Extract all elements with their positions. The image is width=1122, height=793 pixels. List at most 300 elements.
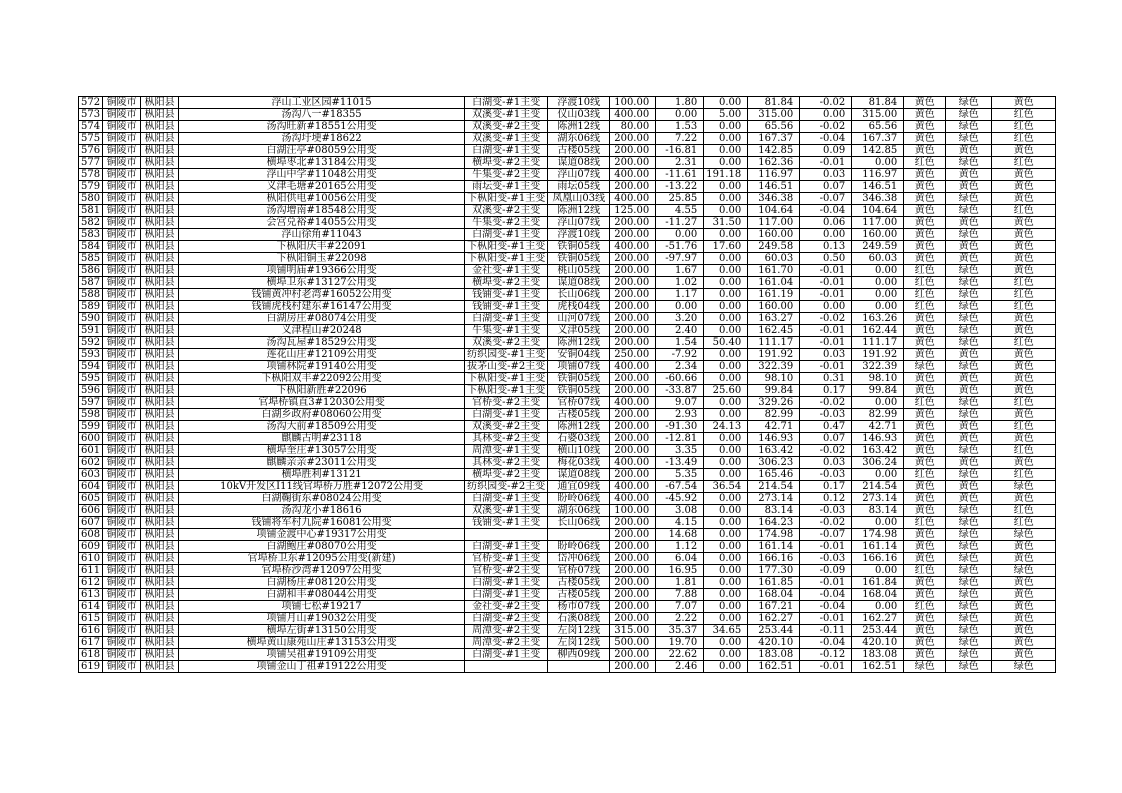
- capacity-cell: 200.00: [610, 301, 656, 313]
- value-e-cell: 0.00: [852, 469, 904, 481]
- line-cell: 岱冲06线: [548, 553, 610, 565]
- value-d-cell: -0.02: [800, 97, 852, 109]
- table-row: [79, 289, 1056, 301]
- transformer-name-cell: 官埠桥沙湾#12097公用变: [179, 565, 465, 577]
- value-b-cell: 0.00: [704, 313, 748, 325]
- table-row: [79, 349, 1056, 361]
- county-cell: 枞阳县: [141, 229, 179, 241]
- value-b-cell: 0.00: [704, 133, 748, 145]
- city-cell: 铜陵市: [103, 469, 141, 481]
- value-c-cell: 160.00: [748, 229, 800, 241]
- county-cell: 枞阳县: [141, 289, 179, 301]
- color-status-2-cell: 绿色: [946, 409, 992, 421]
- line-cell: 谋道08线: [548, 469, 610, 481]
- value-b-cell: 50.40: [704, 337, 748, 349]
- value-d-cell: -0.02: [800, 445, 852, 457]
- county-cell: 枞阳县: [141, 577, 179, 589]
- transformer-name-cell: 下枞阳双丰#22092公用变: [179, 373, 465, 385]
- row-number: 607: [79, 517, 103, 529]
- row-number: 585: [79, 253, 103, 265]
- city-cell: 铜陵市: [103, 565, 141, 577]
- table-row: [79, 445, 1056, 457]
- value-c-cell: 174.98: [748, 529, 800, 541]
- row-number: 609: [79, 541, 103, 553]
- transformer-name-cell: 汤沟瓦屋#18529公用变: [179, 337, 465, 349]
- county-cell: 枞阳县: [141, 517, 179, 529]
- color-status-3-cell: 黄色: [992, 457, 1056, 469]
- capacity-cell: 200.00: [610, 145, 656, 157]
- transformer-name-cell: 下枞阳庆丰#22091: [179, 241, 465, 253]
- value-a-cell: 7.22: [656, 133, 704, 145]
- value-b-cell: 0.00: [704, 553, 748, 565]
- color-status-3-cell: 红色: [992, 109, 1056, 121]
- city-cell: 铜陵市: [103, 601, 141, 613]
- table-row: [79, 157, 1056, 169]
- transformer-name-cell: 项铺月山#19032公用变: [179, 613, 465, 625]
- table-row: [79, 121, 1056, 133]
- value-b-cell: 17.60: [704, 241, 748, 253]
- transformer-name-cell: 官埠桥镇直3#12030公用变: [179, 397, 465, 409]
- value-c-cell: 162.51: [748, 661, 800, 673]
- value-b-cell: 0.00: [704, 661, 748, 673]
- value-c-cell: 161.70: [748, 265, 800, 277]
- value-e-cell: 65.56: [852, 121, 904, 133]
- value-e-cell: 322.39: [852, 361, 904, 373]
- substation-cell: 双溪变-#2主变: [465, 421, 548, 433]
- color-status-3-cell: 黄色: [992, 241, 1056, 253]
- value-a-cell: 2.34: [656, 361, 704, 373]
- value-d-cell: -0.04: [800, 205, 852, 217]
- table-row: [79, 493, 1056, 505]
- substation-cell: 下枞阳变-#1主变: [465, 253, 548, 265]
- line-cell: 左岗12线: [548, 625, 610, 637]
- substation-cell: 官桥变-#1主变: [465, 553, 548, 565]
- value-e-cell: 346.38: [852, 193, 904, 205]
- color-status-1-cell: 黄色: [904, 373, 946, 385]
- color-status-2-cell: 绿色: [946, 157, 992, 169]
- county-cell: 枞阳县: [141, 613, 179, 625]
- county-cell: 枞阳县: [141, 217, 179, 229]
- transformer-name-cell: 项铺林院#19140公用变: [179, 361, 465, 373]
- capacity-cell: 200.00: [610, 409, 656, 421]
- color-status-3-cell: 黄色: [992, 577, 1056, 589]
- city-cell: 铜陵市: [103, 409, 141, 421]
- line-cell: 古楼05线: [548, 577, 610, 589]
- substation-cell: 白湖变-#1主变: [465, 145, 548, 157]
- transformer-name-cell: 白湖乡政府#08060公用变: [179, 409, 465, 421]
- row-number: 596: [79, 385, 103, 397]
- capacity-cell: 200.00: [610, 337, 656, 349]
- value-c-cell: 111.17: [748, 337, 800, 349]
- value-c-cell: 167.21: [748, 601, 800, 613]
- capacity-cell: 200.00: [610, 313, 656, 325]
- color-status-1-cell: 黄色: [904, 241, 946, 253]
- capacity-cell: 200.00: [610, 229, 656, 241]
- city-cell: 铜陵市: [103, 577, 141, 589]
- line-cell: 雨坛05线: [548, 181, 610, 193]
- transformer-name-cell: 白湖汪亭#08059公用变: [179, 145, 465, 157]
- line-cell: 浮渡10线: [548, 229, 610, 241]
- color-status-2-cell: 黄色: [946, 493, 992, 505]
- value-c-cell: 214.54: [748, 481, 800, 493]
- value-e-cell: 99.84: [852, 385, 904, 397]
- value-d-cell: -0.03: [800, 469, 852, 481]
- value-e-cell: 168.04: [852, 589, 904, 601]
- capacity-cell: 200.00: [610, 133, 656, 145]
- value-a-cell: 14.68: [656, 529, 704, 541]
- value-e-cell: 273.14: [852, 493, 904, 505]
- color-status-3-cell: 黄色: [992, 493, 1056, 505]
- row-number: 618: [79, 649, 103, 661]
- value-c-cell: 98.10: [748, 373, 800, 385]
- value-a-cell: -60.66: [656, 373, 704, 385]
- color-status-2-cell: 绿色: [946, 517, 992, 529]
- capacity-cell: 200.00: [610, 217, 656, 229]
- substation-cell: 白湖变-#2主变: [465, 613, 548, 625]
- transformer-name-cell: 麒麟古明#23118: [179, 433, 465, 445]
- value-c-cell: 82.99: [748, 409, 800, 421]
- line-cell: 湖东06线: [548, 505, 610, 517]
- color-status-3-cell: 黄色: [992, 361, 1056, 373]
- value-c-cell: 160.00: [748, 301, 800, 313]
- capacity-cell: 400.00: [610, 109, 656, 121]
- city-cell: 铜陵市: [103, 229, 141, 241]
- table-row: [79, 529, 1056, 541]
- value-d-cell: -0.01: [800, 361, 852, 373]
- table-row: [79, 517, 1056, 529]
- table-row: [79, 205, 1056, 217]
- transformer-name-cell: 官埠桥卫东#12095公用变(新建): [179, 553, 465, 565]
- transformer-name-cell: 浮山工业区园#11015: [179, 97, 465, 109]
- value-d-cell: 0.17: [800, 385, 852, 397]
- value-e-cell: 0.00: [852, 289, 904, 301]
- county-cell: 枞阳县: [141, 373, 179, 385]
- city-cell: 铜陵市: [103, 205, 141, 217]
- color-status-2-cell: 绿色: [946, 361, 992, 373]
- color-status-1-cell: 黄色: [904, 409, 946, 421]
- capacity-cell: 200.00: [610, 469, 656, 481]
- transformer-name-cell: 项铺明庙#19366公用变: [179, 265, 465, 277]
- substation-cell: 周潭变-#2主变: [465, 625, 548, 637]
- value-a-cell: 5.35: [656, 469, 704, 481]
- color-status-3-cell: 红色: [992, 277, 1056, 289]
- value-c-cell: 346.38: [748, 193, 800, 205]
- color-status-3-cell: 黄色: [992, 181, 1056, 193]
- row-number: 599: [79, 421, 103, 433]
- value-b-cell: 0.00: [704, 409, 748, 421]
- row-number: 578: [79, 169, 103, 181]
- color-status-2-cell: 黄色: [946, 385, 992, 397]
- color-status-1-cell: 黄色: [904, 613, 946, 625]
- capacity-cell: 500.00: [610, 637, 656, 649]
- transformer-name-cell: 项铺七松#19217: [179, 601, 465, 613]
- city-cell: 铜陵市: [103, 625, 141, 637]
- color-status-1-cell: 红色: [904, 397, 946, 409]
- value-a-cell: 2.40: [656, 325, 704, 337]
- color-status-1-cell: 黄色: [904, 457, 946, 469]
- substation-cell: 雨坛变-#1主变: [465, 181, 548, 193]
- transformer-name-cell: 白湖房庄#08074公用变: [179, 313, 465, 325]
- value-c-cell: 83.14: [748, 505, 800, 517]
- value-a-cell: 2.22: [656, 613, 704, 625]
- color-status-1-cell: 黄色: [904, 253, 946, 265]
- color-status-1-cell: 红色: [904, 601, 946, 613]
- value-a-cell: 16.95: [656, 565, 704, 577]
- color-status-1-cell: 黄色: [904, 109, 946, 121]
- color-status-2-cell: 绿色: [946, 601, 992, 613]
- color-status-3-cell: 红色: [992, 505, 1056, 517]
- line-cell: 古楼05线: [548, 589, 610, 601]
- value-e-cell: 0.00: [852, 301, 904, 313]
- county-cell: 枞阳县: [141, 625, 179, 637]
- substation-cell: 白湖变-#1主变: [465, 313, 548, 325]
- color-status-3-cell: 红色: [992, 337, 1056, 349]
- substation-cell: 双溪变-#1主变: [465, 133, 548, 145]
- row-number: 575: [79, 133, 103, 145]
- line-cell: 铁铜05线: [548, 253, 610, 265]
- value-b-cell: 0.00: [704, 445, 748, 457]
- value-c-cell: 167.37: [748, 133, 800, 145]
- transformer-name-cell: 钱铺黄冲村老湾#16052公用变: [179, 289, 465, 301]
- city-cell: 铜陵市: [103, 97, 141, 109]
- value-b-cell: 0.00: [704, 457, 748, 469]
- city-cell: 铜陵市: [103, 133, 141, 145]
- row-number: 613: [79, 589, 103, 601]
- value-e-cell: 163.42: [852, 445, 904, 457]
- value-d-cell: -0.01: [800, 157, 852, 169]
- substation-cell: 官桥变-#2主变: [465, 397, 548, 409]
- color-status-1-cell: 黄色: [904, 337, 946, 349]
- substation-cell: 牛集变-#2主变: [465, 169, 548, 181]
- value-d-cell: 0.03: [800, 349, 852, 361]
- county-cell: 枞阳县: [141, 457, 179, 469]
- line-cell: 长山06线: [548, 289, 610, 301]
- color-status-1-cell: 红色: [904, 301, 946, 313]
- row-number: 615: [79, 613, 103, 625]
- value-d-cell: 0.17: [800, 481, 852, 493]
- value-d-cell: -0.03: [800, 505, 852, 517]
- value-e-cell: 142.85: [852, 145, 904, 157]
- county-cell: 枞阳县: [141, 649, 179, 661]
- substation-cell: 周潭变-#2主变: [465, 637, 548, 649]
- county-cell: 枞阳县: [141, 601, 179, 613]
- city-cell: 铜陵市: [103, 325, 141, 337]
- color-status-2-cell: 黄色: [946, 217, 992, 229]
- line-cell: 浮渡10线: [548, 97, 610, 109]
- transformer-name-cell: 义津毛塘#20165公用变: [179, 181, 465, 193]
- line-cell: 铁铜05线: [548, 241, 610, 253]
- county-cell: 枞阳县: [141, 265, 179, 277]
- value-d-cell: -0.03: [800, 409, 852, 421]
- value-b-cell: 0.00: [704, 493, 748, 505]
- capacity-cell: 200.00: [610, 565, 656, 577]
- value-e-cell: 117.00: [852, 217, 904, 229]
- county-cell: 枞阳县: [141, 541, 179, 553]
- row-number: 604: [79, 481, 103, 493]
- county-cell: 枞阳县: [141, 181, 179, 193]
- color-status-3-cell: 黄色: [992, 433, 1056, 445]
- value-d-cell: -0.04: [800, 589, 852, 601]
- city-cell: 铜陵市: [103, 541, 141, 553]
- county-cell: 枞阳县: [141, 337, 179, 349]
- county-cell: 枞阳县: [141, 133, 179, 145]
- color-status-3-cell: 黄色: [992, 313, 1056, 325]
- value-c-cell: 165.46: [748, 469, 800, 481]
- color-status-3-cell: 黄色: [992, 385, 1056, 397]
- substation-cell: 双溪变-#1主变: [465, 505, 548, 517]
- line-cell: 古楼05线: [548, 409, 610, 421]
- value-a-cell: -33.87: [656, 385, 704, 397]
- value-c-cell: 164.23: [748, 517, 800, 529]
- color-status-3-cell: 黄色: [992, 97, 1056, 109]
- value-a-cell: -12.81: [656, 433, 704, 445]
- value-b-cell: 0.00: [704, 505, 748, 517]
- value-a-cell: -7.92: [656, 349, 704, 361]
- table-row: [79, 625, 1056, 637]
- value-a-cell: 7.88: [656, 589, 704, 601]
- value-d-cell: 0.07: [800, 181, 852, 193]
- table-row: [79, 589, 1056, 601]
- transformer-name-cell: 汤沟旺新#18551公用变: [179, 121, 465, 133]
- line-cell: 盼岭06线: [548, 493, 610, 505]
- value-b-cell: 5.00: [704, 109, 748, 121]
- value-b-cell: 0.00: [704, 181, 748, 193]
- value-e-cell: 191.92: [852, 349, 904, 361]
- color-status-2-cell: 绿色: [946, 505, 992, 517]
- value-c-cell: 65.56: [748, 121, 800, 133]
- table-row: [79, 553, 1056, 565]
- color-status-2-cell: 黄色: [946, 373, 992, 385]
- substation-cell: 横埠变-#2主变: [465, 277, 548, 289]
- value-a-cell: -91.30: [656, 421, 704, 433]
- value-d-cell: -0.01: [800, 325, 852, 337]
- color-status-3-cell: 黄色: [992, 553, 1056, 565]
- value-d-cell: 0.00: [800, 301, 852, 313]
- value-b-cell: 0.00: [704, 529, 748, 541]
- capacity-cell: 200.00: [610, 253, 656, 265]
- county-cell: 枞阳县: [141, 397, 179, 409]
- substation-cell: 其林变-#2主变: [465, 433, 548, 445]
- value-a-cell: -51.76: [656, 241, 704, 253]
- value-a-cell: 1.80: [656, 97, 704, 109]
- row-number: 597: [79, 397, 103, 409]
- line-cell: 石婆03线: [548, 433, 610, 445]
- line-cell: 项铺07线: [548, 361, 610, 373]
- color-status-3-cell: 黄色: [992, 409, 1056, 421]
- color-status-1-cell: 黄色: [904, 169, 946, 181]
- line-cell: 谋道08线: [548, 277, 610, 289]
- substation-cell: 纺织园变-#1主变: [465, 349, 548, 361]
- table-row: [79, 469, 1056, 481]
- value-d-cell: -0.01: [800, 541, 852, 553]
- row-number: 595: [79, 373, 103, 385]
- row-number: 619: [79, 661, 103, 673]
- color-status-3-cell: 黄色: [992, 193, 1056, 205]
- color-status-2-cell: 绿色: [946, 589, 992, 601]
- transformer-name-cell: 汤沟大前#18509公用变: [179, 421, 465, 433]
- value-b-cell: 0.00: [704, 541, 748, 553]
- row-number: 576: [79, 145, 103, 157]
- table-row: [79, 193, 1056, 205]
- county-cell: 枞阳县: [141, 385, 179, 397]
- color-status-1-cell: 绿色: [904, 661, 946, 673]
- color-status-3-cell: 黄色: [992, 169, 1056, 181]
- table-row: [79, 661, 1056, 673]
- county-cell: 枞阳县: [141, 277, 179, 289]
- substation-cell: 白湖变-#1主变: [465, 229, 548, 241]
- value-a-cell: 1.17: [656, 289, 704, 301]
- row-number: 593: [79, 349, 103, 361]
- value-c-cell: 315.00: [748, 109, 800, 121]
- transformer-name-cell: 麒麟亲亲#23011公用变: [179, 457, 465, 469]
- value-e-cell: 253.44: [852, 625, 904, 637]
- county-cell: 枞阳县: [141, 421, 179, 433]
- value-d-cell: -0.03: [800, 553, 852, 565]
- substation-cell: 下枞阳变-#1主变: [465, 385, 548, 397]
- value-e-cell: 163.26: [852, 313, 904, 325]
- value-d-cell: 0.09: [800, 145, 852, 157]
- color-status-2-cell: 绿色: [946, 469, 992, 481]
- county-cell: 枞阳县: [141, 205, 179, 217]
- color-status-1-cell: 黄色: [904, 145, 946, 157]
- transformer-name-cell: 钱铺虎栈村建东#16147公用变: [179, 301, 465, 313]
- value-d-cell: -0.01: [800, 337, 852, 349]
- value-b-cell: 0.00: [704, 613, 748, 625]
- capacity-cell: 200.00: [610, 157, 656, 169]
- color-status-1-cell: 黄色: [904, 481, 946, 493]
- color-status-2-cell: 黄色: [946, 145, 992, 157]
- value-a-cell: -11.61: [656, 169, 704, 181]
- color-status-3-cell: 红色: [992, 205, 1056, 217]
- line-cell: 梅花03线: [548, 457, 610, 469]
- capacity-cell: 200.00: [610, 589, 656, 601]
- value-c-cell: 142.85: [748, 145, 800, 157]
- table-row: [79, 253, 1056, 265]
- value-b-cell: 0.00: [704, 325, 748, 337]
- value-e-cell: 146.93: [852, 433, 904, 445]
- color-status-1-cell: 黄色: [904, 625, 946, 637]
- transformer-name-cell: 下枞阳新胜#22096: [179, 385, 465, 397]
- value-a-cell: 0.00: [656, 301, 704, 313]
- capacity-cell: 200.00: [610, 385, 656, 397]
- color-status-3-cell: 绿色: [992, 529, 1056, 541]
- value-e-cell: 214.54: [852, 481, 904, 493]
- table-row: [79, 265, 1056, 277]
- city-cell: 铜陵市: [103, 613, 141, 625]
- table-row: [79, 541, 1056, 553]
- table-body: [79, 97, 1056, 673]
- color-status-3-cell: 红色: [992, 397, 1056, 409]
- color-status-2-cell: 黄色: [946, 241, 992, 253]
- color-status-3-cell: 黄色: [992, 265, 1056, 277]
- value-e-cell: 0.00: [852, 265, 904, 277]
- row-number: 584: [79, 241, 103, 253]
- substation-cell: 横埠变-#2主变: [465, 469, 548, 481]
- line-cell: 官桥07线: [548, 397, 610, 409]
- value-c-cell: 116.97: [748, 169, 800, 181]
- city-cell: 铜陵市: [103, 445, 141, 457]
- table-row: [79, 613, 1056, 625]
- transformer-name-cell: 义津程山#20248: [179, 325, 465, 337]
- line-cell: 湖东06线: [548, 133, 610, 145]
- value-a-cell: 2.93: [656, 409, 704, 421]
- color-status-3-cell: 红色: [992, 289, 1056, 301]
- county-cell: 枞阳县: [141, 553, 179, 565]
- county-cell: 枞阳县: [141, 481, 179, 493]
- table-row: [79, 409, 1056, 421]
- capacity-cell: 100.00: [610, 505, 656, 517]
- table-row: [79, 97, 1056, 109]
